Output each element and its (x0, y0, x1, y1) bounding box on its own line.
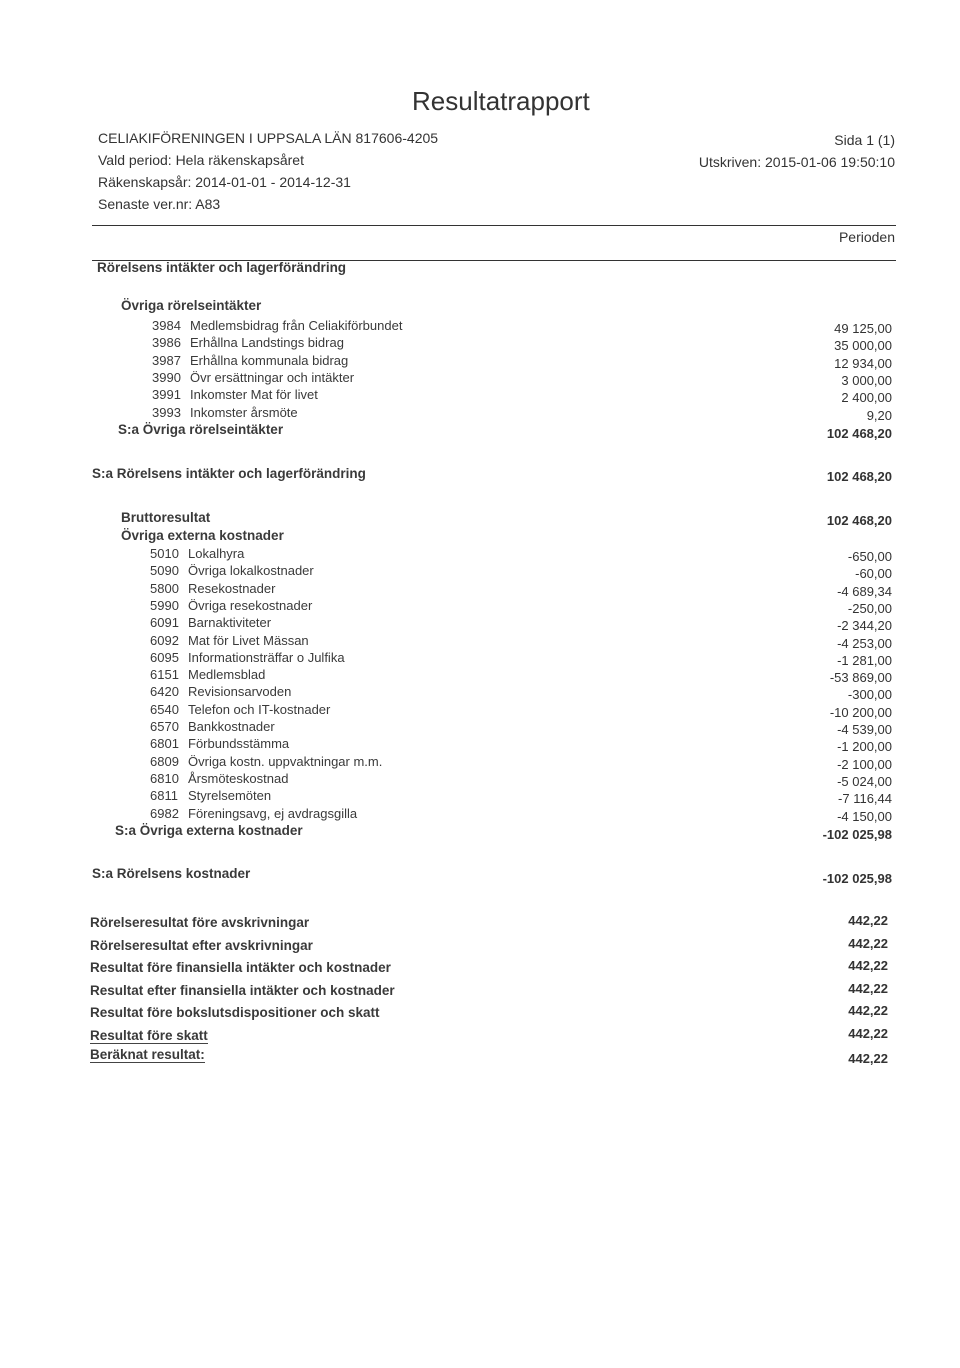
account-amount: -2 100,00 (837, 756, 892, 772)
cost-group-sum-label: S:a Övriga externa kostnader (115, 823, 303, 838)
account-row (150, 598, 312, 613)
account-label: Övr ersättningar och intäkter (190, 369, 355, 385)
result-amount: 442,22 (848, 913, 888, 928)
account-code: 3991 (152, 387, 181, 403)
result-label: Beräknat resultat: (90, 1046, 205, 1062)
account-amount: -4 689,34 (837, 583, 892, 599)
account-label: Lokalhyra (188, 546, 245, 561)
selected-period: Vald period: Hela räkenskapsåret (98, 152, 304, 168)
income-group-sum-label: S:a Övriga rörelseintäkter (118, 422, 284, 437)
result-amount: 442,22 (848, 980, 888, 996)
account-amount: -10 200,00 (829, 704, 892, 720)
account-label: Erhållna Landstings bidrag (190, 335, 344, 351)
income-group-title: Övriga rörelseintäkter (121, 298, 262, 313)
result-amount: 442,22 (848, 935, 888, 951)
account-row (150, 615, 271, 630)
header-rule (92, 225, 896, 226)
account-amount: -300,00 (847, 687, 892, 703)
account-label: Telefon och IT-kostnader (188, 701, 331, 717)
account-code: 5800 (150, 580, 179, 596)
account-amount: -250,00 (847, 600, 892, 616)
account-label: Årsmöteskostnad (188, 770, 289, 786)
account-amount: -4 150,00 (837, 808, 892, 824)
account-label: Mat för Livet Mässan (188, 632, 309, 648)
account-label: Övriga kostn. uppvaktningar m.m. (188, 753, 383, 769)
account-amount: -60,00 (855, 566, 892, 582)
income-section-title: Rörelsens intäkter och lagerförändring (97, 260, 347, 275)
account-code: 3990 (152, 369, 181, 385)
account-code: 5990 (150, 597, 179, 613)
account-code: 6570 (150, 719, 179, 734)
income-group-sum: 102 468,20 (826, 426, 892, 441)
account-label: Revisionsarvoden (188, 684, 292, 700)
account-code: 6982 (150, 805, 179, 821)
account-label: Inkomster årsmöte (190, 404, 298, 420)
account-amount: 35 000,00 (834, 338, 892, 354)
account-row (152, 387, 318, 402)
account-amount: -4 539,00 (837, 722, 892, 737)
result-label: Rörelseresultat före avskrivningar (90, 915, 310, 930)
account-code: 6095 (150, 649, 179, 665)
account-row (152, 405, 298, 420)
account-label: Informationsträffar o Julfika (188, 649, 345, 665)
account-amount: -650,00 (847, 549, 892, 564)
result-amount: 442,22 (848, 1050, 888, 1066)
account-label: Barnaktiviteter (188, 615, 272, 631)
account-label: Bankkostnader (188, 719, 275, 734)
account-code: 6092 (150, 632, 179, 648)
account-amount: 9,20 (866, 407, 892, 423)
account-row (152, 370, 354, 385)
account-code: 6420 (150, 684, 179, 700)
page-number: Sida 1 (1) (834, 132, 895, 148)
cost-group-title: Övriga externa kostnader (121, 528, 284, 543)
result-label: Resultat före bokslutsdispositioner och skatt (90, 1005, 380, 1021)
account-row (150, 633, 309, 648)
account-label: Styrelsemöten (188, 788, 272, 804)
account-code: 3984 (152, 318, 181, 333)
account-row (150, 736, 289, 751)
account-row (150, 563, 314, 578)
gross-result: 102 468,20 (826, 513, 892, 528)
account-amount: -5 024,00 (837, 773, 892, 789)
account-amount: 49 125,00 (834, 321, 892, 336)
account-label: Erhållna kommunala bidrag (190, 352, 349, 368)
result-label: Resultat efter finansiella intäkter och kostnader (90, 982, 395, 998)
account-row (150, 702, 330, 717)
account-label: Medlemsblad (188, 667, 266, 683)
account-code: 6151 (150, 667, 179, 683)
result-amount: 442,22 (848, 958, 888, 974)
account-amount: -4 253,00 (837, 635, 892, 651)
result-label: Resultat före finansiella intäkter och kostnader (90, 960, 391, 976)
result-amount: 442,22 (848, 1003, 888, 1019)
account-code: 3987 (152, 352, 181, 368)
account-row (150, 719, 275, 734)
cost-section-sum-label: S:a Rörelsens kostnader (92, 866, 251, 881)
account-row (150, 771, 288, 786)
account-amount: 3 000,00 (841, 372, 892, 388)
gross-result-label: Bruttoresultat (121, 510, 211, 525)
report-title: Resultatrapport (412, 86, 590, 116)
account-code: 5090 (150, 563, 179, 579)
printed-timestamp: Utskriven: 2015-01-06 19:50:10 (698, 154, 895, 170)
account-row (150, 806, 357, 821)
account-row (150, 546, 244, 561)
account-row (150, 684, 291, 699)
account-row (150, 581, 275, 596)
account-row (152, 353, 348, 368)
account-code: 5010 (150, 546, 179, 561)
account-code: 3993 (152, 404, 181, 420)
account-amount: -1 200,00 (837, 739, 892, 755)
account-label: Resekostnader (188, 580, 276, 596)
account-amount: 2 400,00 (841, 390, 892, 406)
result-amount: 442,22 (848, 1026, 888, 1041)
cost-group-sum: -102 025,98 (822, 827, 892, 842)
account-row (150, 788, 271, 803)
account-code: 6810 (150, 770, 179, 786)
account-label: Övriga lokalkostnader (188, 563, 314, 579)
income-section-sum: 102 468,20 (826, 469, 892, 484)
account-label: Inkomster Mat för livet (190, 387, 318, 403)
income-section-sum-label: S:a Rörelsens intäkter och lagerförändring (92, 466, 366, 481)
account-code: 6811 (150, 788, 178, 804)
column-header-period: Perioden (838, 229, 895, 245)
account-row (150, 754, 382, 769)
account-row (152, 335, 344, 350)
cost-section-sum: -102 025,98 (822, 871, 892, 886)
account-row (150, 667, 265, 682)
result-label: Rörelseresultat efter avskrivningar (90, 937, 313, 953)
fiscal-year: Räkenskapsår: 2014-01-01 - 2014-12-31 (98, 174, 351, 190)
account-label: Föreningsavg, ej avdragsgilla (188, 805, 358, 821)
account-amount: -53 869,00 (829, 670, 892, 686)
account-code: 6540 (150, 701, 179, 717)
account-label: Övriga resekostnader (188, 597, 313, 613)
account-label: Förbundsstämma (188, 736, 290, 752)
organization-name: CELIAKIFÖRENINGEN I UPPSALA LÄN 817606-4205 (98, 130, 439, 146)
account-code: 6091 (150, 615, 179, 631)
result-label: Resultat före skatt (90, 1028, 208, 1043)
account-amount: -7 116,44 (838, 791, 892, 807)
account-code: 6809 (150, 753, 179, 769)
last-voucher-number: Senaste ver.nr: A83 (98, 196, 221, 212)
account-amount: -1 281,00 (837, 652, 892, 668)
account-amount: -2 344,20 (837, 618, 892, 634)
account-row (150, 650, 345, 665)
account-code: 3986 (152, 335, 181, 351)
account-amount: 12 934,00 (834, 355, 892, 371)
account-code: 6801 (150, 736, 179, 752)
account-label: Medlemsbidrag från Celiakiförbundet (190, 318, 403, 333)
account-row (152, 318, 402, 333)
